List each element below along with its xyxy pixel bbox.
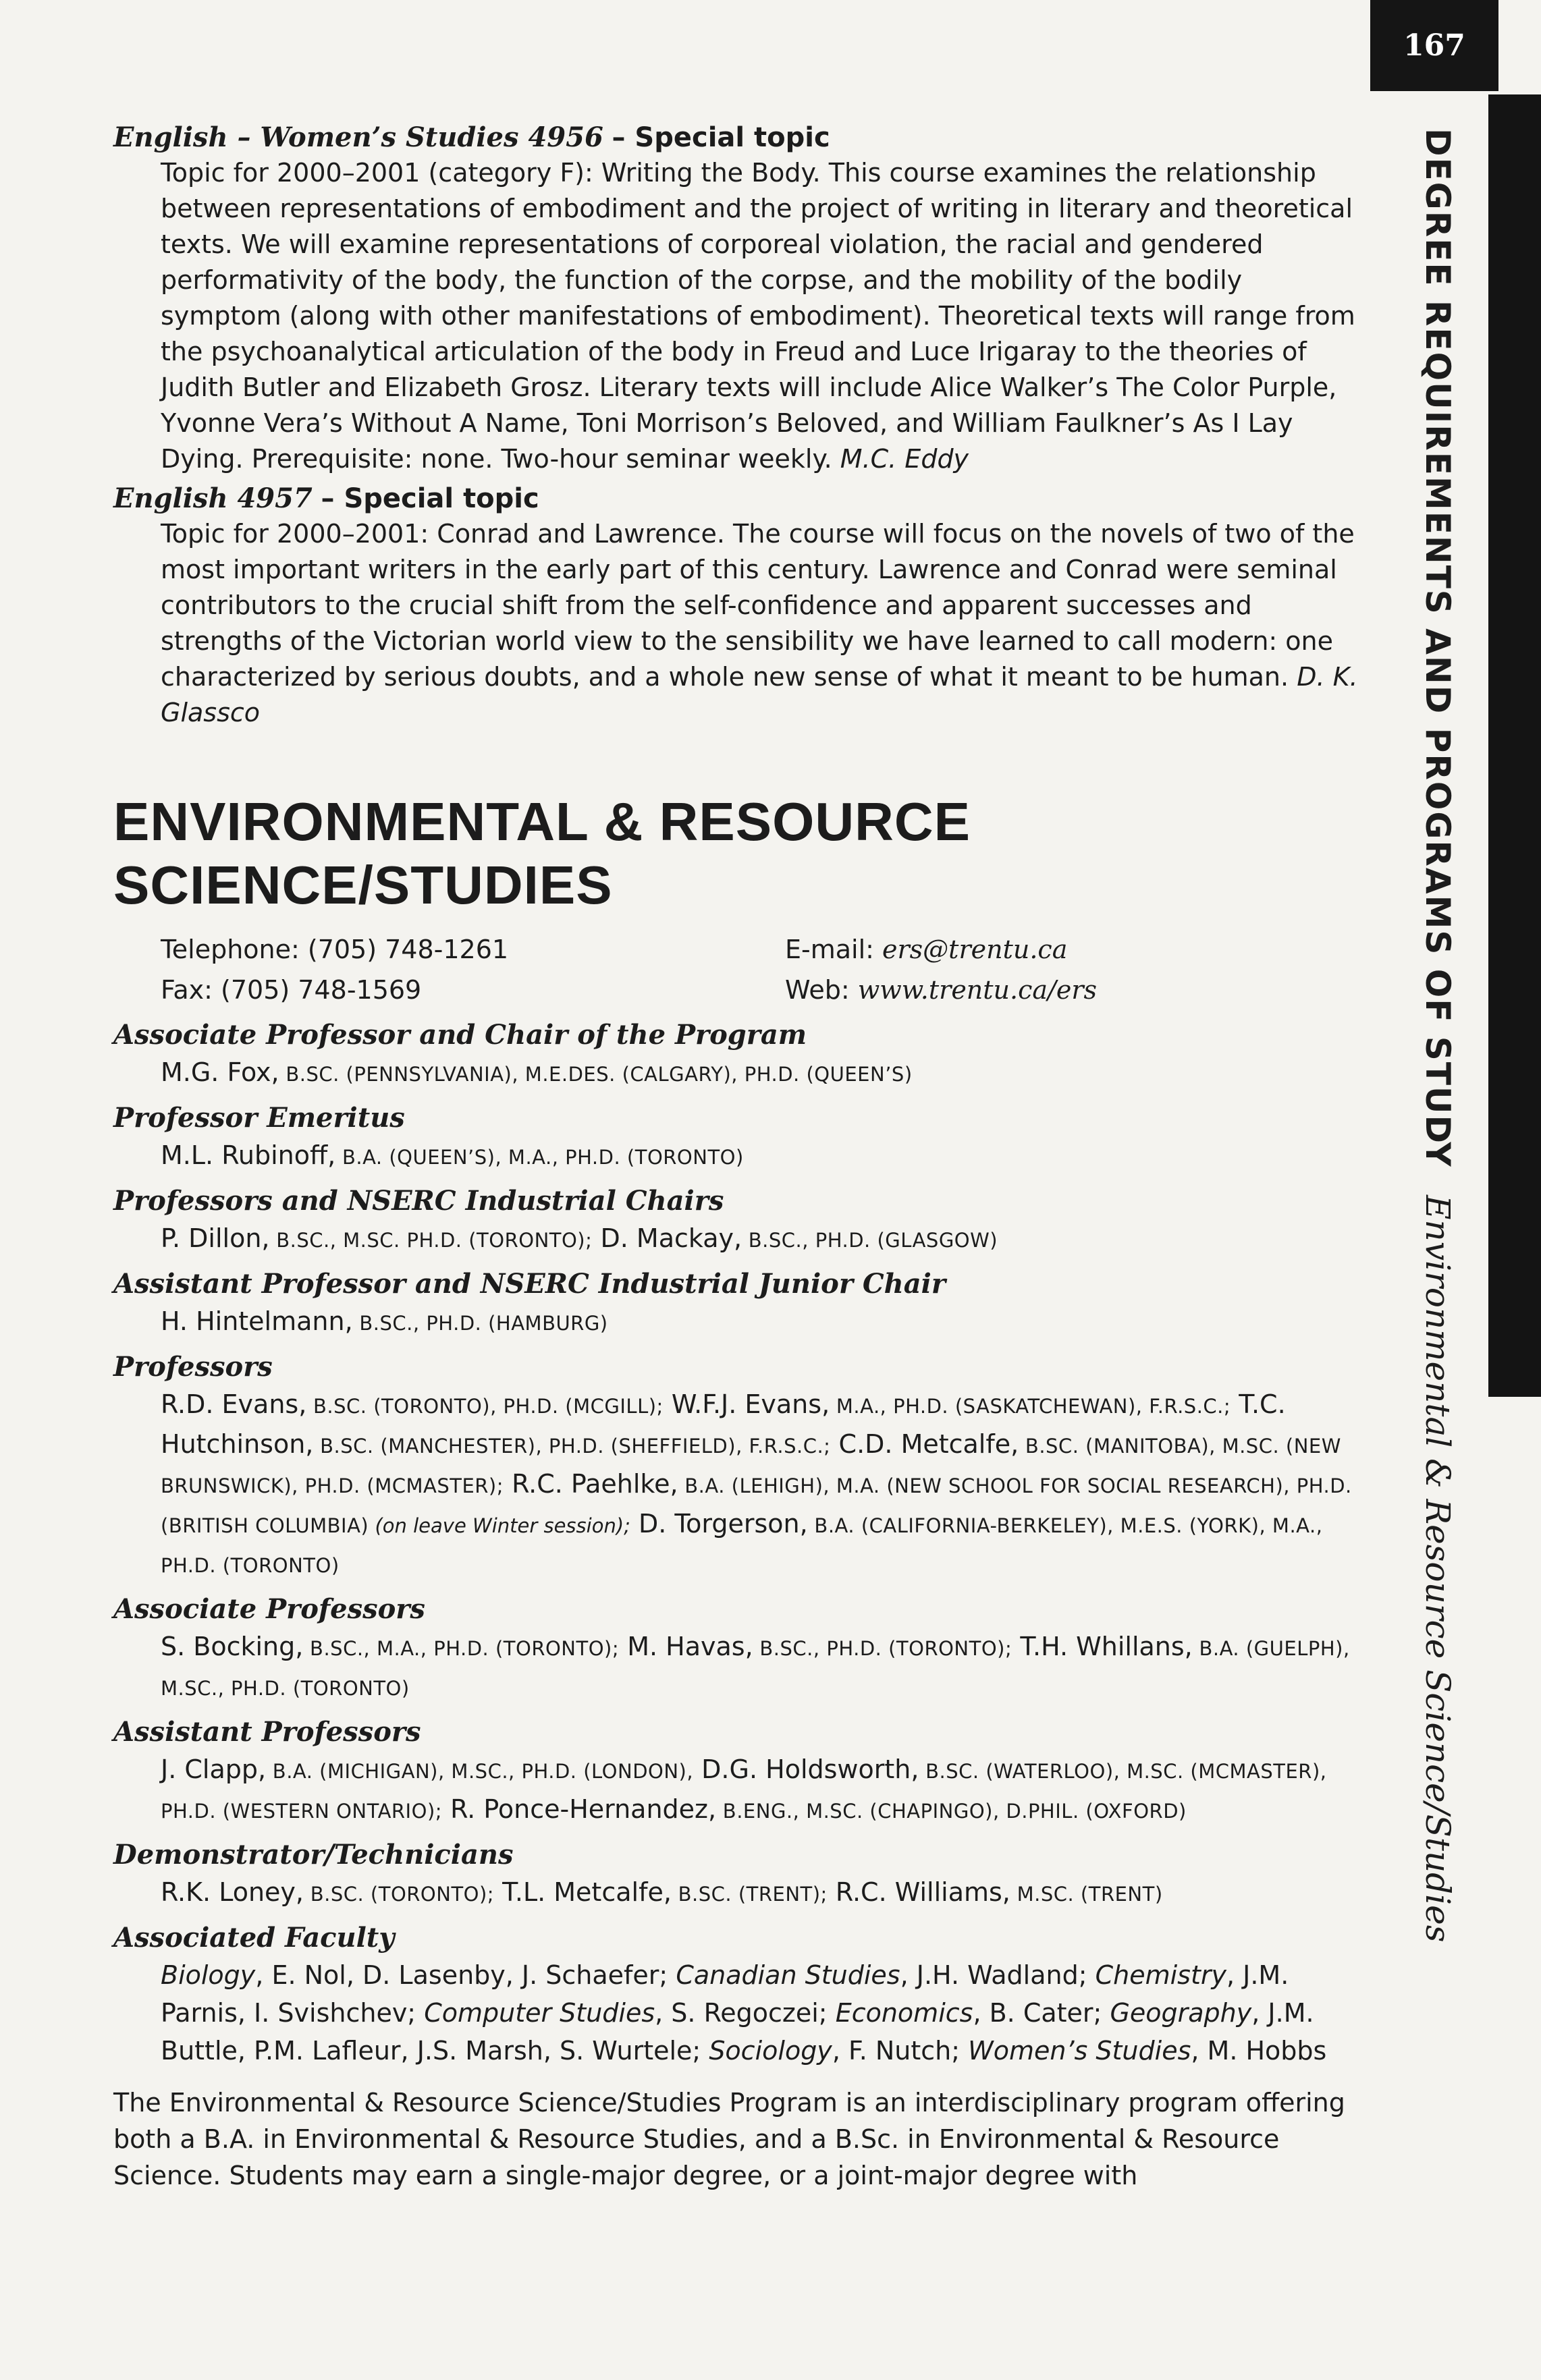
faculty-credentials: B.SC., M.SC. PH.D. (TORONTO); <box>269 1229 593 1252</box>
course-entry <box>113 481 1369 731</box>
department-name: Chemistry <box>1095 1960 1226 1990</box>
department-name: Economics <box>835 1998 973 2028</box>
faculty-heading: Professor Emeritus <box>113 1102 405 1134</box>
faculty-credentials: B.SC. (MANITOBA), M.SC. (NEW BRUNSWICK), PH.D. (MCMASTER); <box>161 1435 1341 1497</box>
faculty-name: D. Torgerson, <box>630 1509 808 1539</box>
course-heading <box>113 120 1369 155</box>
faculty-name: M. Havas, <box>619 1632 753 1661</box>
department-faculty: , J.H. Wadland; <box>900 1960 1096 1990</box>
faculty-name: R. Ponce-Hernandez, <box>442 1794 717 1824</box>
running-head-sub: Environmental & Resource Science/Studies <box>1418 1194 1457 1942</box>
faculty-name: R.C. Williams, <box>827 1877 1010 1907</box>
faculty-leave-note: (on leave Winter session); <box>369 1514 630 1537</box>
telephone: Telephone: (705) 748-1261 <box>161 935 509 964</box>
faculty-list <box>161 1750 1369 1830</box>
faculty-heading: Assistant Professors <box>113 1716 421 1748</box>
web-link[interactable]: www.trentu.ca/ers <box>857 975 1097 1005</box>
department-faculty: , J.M. Parnis, I. Svishchev; <box>161 1960 1289 2028</box>
faculty-group-emeritus <box>113 1100 1369 1176</box>
faculty-credentials: B.SC. (WATERLOO), M.SC. (MCMASTER), PH.D. (WESTERN ONTARIO); <box>161 1760 1327 1823</box>
department-faculty: , B. Cater; <box>973 1998 1110 2028</box>
faculty-name: J. Clapp, <box>161 1754 267 1784</box>
faculty-credentials: B.SC. (PENNSYLVANIA), M.E.DES. (CALGARY), PH.D. (QUEEN’S) <box>279 1063 913 1086</box>
course-description-text: Topic for 2000–2001: Conrad and Lawrence. The course will focus on the novels of two of the most important writers in the early part of this century. Lawrence and Conrad were seminal contributors to the crucial shift from the self-confidence and apparent successes and strengths of the Victorian world view to the sensibility we have learned to call modern: one characterized by serious doubts, and a whole new sense of what it meant to be human. <box>161 519 1355 692</box>
faculty-list <box>161 1136 1369 1176</box>
section-title <box>113 790 1369 917</box>
section-title-line: ENVIRONMENTAL & RESOURCE <box>113 792 971 852</box>
faculty-list <box>161 1219 1369 1259</box>
fax: Fax: (705) 748-1569 <box>161 975 422 1005</box>
faculty-credentials: B.A. (GUELPH), M.SC., PH.D. (TORONTO) <box>161 1637 1350 1700</box>
course-code: English 4957 <box>113 482 313 514</box>
faculty-heading: Associated Faculty <box>113 1922 395 1954</box>
faculty-name: T.C. Hutchinson, <box>161 1389 1286 1459</box>
faculty-heading: Associate Professors <box>113 1593 425 1625</box>
faculty-credentials: B.SC. (TORONTO); <box>304 1883 495 1906</box>
faculty-heading: Demonstrator/Technicians <box>113 1839 514 1871</box>
faculty-list <box>161 1873 1369 1913</box>
faculty-list <box>161 1053 1369 1093</box>
course-instructor: D. K. Glassco <box>161 662 1358 727</box>
faculty-heading: Professors <box>113 1351 273 1383</box>
faculty-name: P. Dillon, <box>161 1223 270 1253</box>
running-head <box>1418 128 1457 1942</box>
faculty-group-nserc <box>113 1183 1369 1259</box>
faculty-name: R.C. Paehlke, <box>504 1469 678 1499</box>
department-faculty: , J.M. Buttle, P.M. Lafleur, J.S. Marsh, S. Wurtele; <box>161 1998 1314 2066</box>
email-line <box>785 929 1190 970</box>
side-tab-bar <box>1488 94 1541 1397</box>
faculty-group-associated <box>113 1920 1369 2070</box>
course-description <box>161 516 1369 731</box>
course-type: – Special topic <box>321 483 539 514</box>
faculty-list <box>161 1385 1369 1584</box>
faculty-name: M.G. Fox, <box>161 1057 279 1087</box>
faculty-credentials: B.SC., PH.D. (TORONTO); <box>753 1637 1012 1660</box>
faculty-credentials: B.A. (MICHIGAN), M.SC., PH.D. (LONDON), <box>266 1760 694 1783</box>
email-label: E-mail: <box>785 935 883 964</box>
faculty-group-assistant <box>113 1714 1369 1830</box>
course-description <box>161 155 1369 477</box>
department-faculty: , S. Regoczei; <box>655 1998 836 2028</box>
faculty-credentials: B.SC. (TORONTO), PH.D. (MCGILL); <box>306 1395 664 1418</box>
faculty-name: W.F.J. Evans, <box>663 1389 830 1419</box>
faculty-list <box>161 1956 1369 2070</box>
course-heading <box>113 481 1369 516</box>
program-intro: The Environmental & Resource Science/Studies Program is an interdisciplinary program offering both a B.A. in Environmental & Resource Studies, and a B.Sc. in Environmental & Resource Science. Students may earn a single-major degree, or a joint-major degree with <box>113 2088 1345 2190</box>
faculty-name: H. Hintelmann, <box>161 1306 353 1336</box>
faculty-group-professors <box>113 1349 1369 1584</box>
faculty-name: R.D. Evans, <box>161 1389 307 1419</box>
department-name: Women’s Studies <box>968 2036 1191 2066</box>
faculty-group-associate <box>113 1591 1369 1707</box>
page-content <box>113 120 1369 2194</box>
faculty-group-junior-chair <box>113 1266 1369 1342</box>
section-title-line: SCIENCE/STUDIES <box>113 855 613 915</box>
faculty-credentials: B.SC., PH.D. (GLASGOW) <box>742 1229 998 1252</box>
web-line <box>785 970 1190 1010</box>
course-type: – Special topic <box>612 122 830 153</box>
web-label: Web: <box>785 975 858 1005</box>
faculty-heading: Assistant Professor and NSERC Industrial Junior Chair <box>113 1268 946 1300</box>
faculty-credentials: B.A. (QUEEN’S), M.A., PH.D. (TORONTO) <box>335 1146 744 1169</box>
course-entry <box>113 120 1369 477</box>
faculty-list <box>161 1302 1369 1342</box>
faculty-name: T.L. Metcalfe, <box>494 1877 672 1907</box>
department-name: Canadian Studies <box>676 1960 900 1990</box>
faculty-name: D.G. Holdsworth, <box>693 1754 919 1784</box>
department-faculty: , M. Hobbs <box>1191 2036 1327 2066</box>
faculty-name: M.L. Rubinoff, <box>161 1140 336 1170</box>
faculty-credentials: B.SC., PH.D. (HAMBURG) <box>352 1312 608 1335</box>
faculty-credentials: M.SC. (TRENT) <box>1010 1883 1163 1906</box>
faculty-credentials: B.SC. (MANCHESTER), PH.D. (SHEFFIELD), F.R.S.C.; <box>313 1435 831 1458</box>
faculty-credentials: B.ENG., M.SC. (CHAPINGO), D.PHIL. (OXFORD) <box>716 1800 1187 1823</box>
faculty-name: R.K. Loney, <box>161 1877 304 1907</box>
faculty-name: T.H. Whillans, <box>1012 1632 1193 1661</box>
faculty-name: D. Mackay, <box>592 1223 742 1253</box>
course-description-text: Topic for 2000–2001 (category F): Writing the Body. This course examines the relationship between representations of embodiment and the project of writing in literary and theoretical texts. We will examine representations of corporeal violation, the racial and gendered performativity of the body, the function of the corpse, and the mobility of the bodily symptom (along with other manifestations of embodiment). Theoretical texts will range from the psychoanalytical articulation of the body in Freud and Luce Irigaray to the theories of Judith Butler and Elizabeth Grosz. Literary texts will include Alice Walker’s The Color Purple, Yvonne Vera’s Without A Name, Toni Morrison’s Beloved, and William Faulkner’s As I Lay Dying. Prerequisite: none. Two-hour seminar weekly. <box>161 158 1355 474</box>
course-code: English – Women’s Studies 4956 <box>113 121 603 153</box>
faculty-name: C.D. Metcalfe, <box>830 1429 1019 1459</box>
running-head-main: DEGREE REQUIREMENTS AND PROGRAMS OF STUDY <box>1418 128 1457 1168</box>
faculty-credentials: B.A. (CALIFORNIA-BERKELEY), M.E.S. (YORK), M.A., PH.D. (TORONTO) <box>161 1514 1323 1577</box>
faculty-credentials: B.SC. (TRENT); <box>671 1883 828 1906</box>
course-instructor: M.C. Eddy <box>840 444 969 474</box>
faculty-name: S. Bocking, <box>161 1632 304 1661</box>
department-name: Geography <box>1110 1998 1252 2028</box>
department-name: Sociology <box>709 2036 832 2066</box>
contact-info <box>161 929 1369 1010</box>
faculty-credentials: B.SC., M.A., PH.D. (TORONTO); <box>303 1637 620 1660</box>
faculty-group-technicians <box>113 1837 1369 1913</box>
faculty-list <box>161 1628 1369 1707</box>
faculty-group-chair <box>113 1017 1369 1093</box>
faculty-heading: Associate Professor and Chair of the Program <box>113 1019 807 1051</box>
page-number: 167 <box>1370 0 1498 91</box>
faculty-credentials: B.A. (LEHIGH), M.A. (NEW SCHOOL FOR SOCIAL RESEARCH), PH.D. (BRITISH COLUMBIA) <box>161 1474 1352 1537</box>
department-faculty: , F. Nutch; <box>832 2036 969 2066</box>
email-link[interactable]: ers@trentu.ca <box>882 935 1068 964</box>
department-name: Biology <box>161 1960 256 1990</box>
department-faculty: , E. Nol, D. Lasenby, J. Schaefer; <box>255 1960 676 1990</box>
department-name: Computer Studies <box>424 1998 655 2028</box>
faculty-heading: Professors and NSERC Industrial Chairs <box>113 1185 724 1217</box>
faculty-credentials: M.A., PH.D. (SASKATCHEWAN), F.R.S.C.; <box>830 1395 1231 1418</box>
